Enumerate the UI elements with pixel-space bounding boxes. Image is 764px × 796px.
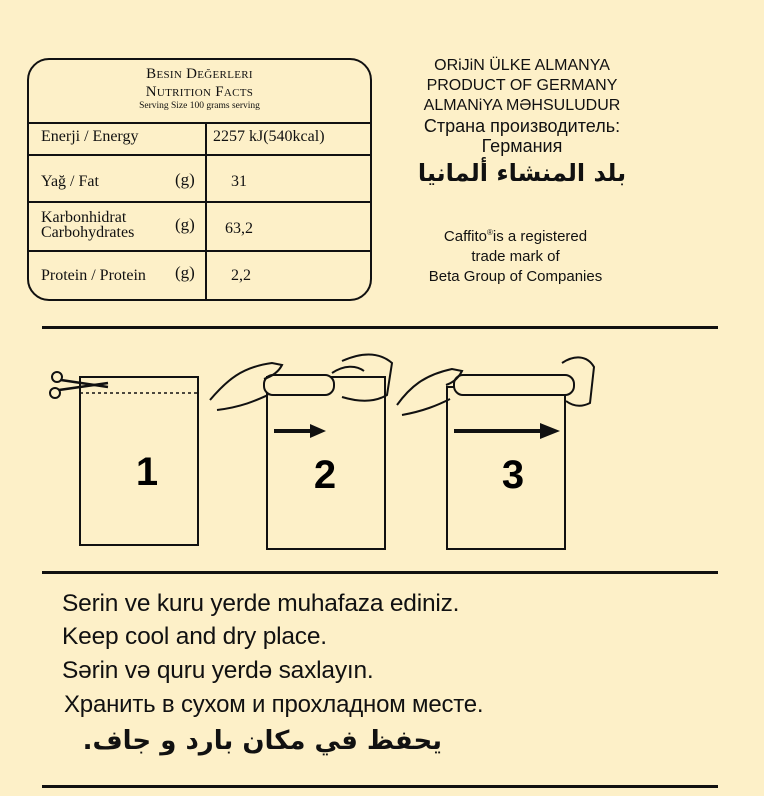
energy-value: 2257 kJ(540kcal) [213, 128, 325, 145]
origin-info [388, 56, 656, 190]
energy-label: Enerji / Energy [41, 128, 139, 145]
divider [29, 201, 370, 203]
separator-bottom [42, 785, 718, 788]
nutrition-title-tr: Besin Değerleri [146, 66, 253, 82]
fat-unit: (g) [175, 170, 195, 189]
step-number-2: 2 [313, 453, 337, 497]
fat-label: Yağ / Fat [41, 173, 99, 190]
step-1 [50, 372, 198, 545]
arrow-right-icon [454, 423, 560, 439]
step-number-1: 1 [135, 450, 159, 494]
origin-ru-2: Германия [481, 136, 563, 156]
opening-steps [42, 345, 602, 555]
origin-az: ALMANiYA MƏHSULUDUR [423, 97, 621, 114]
origin-ru-1: Страна производитель: [423, 116, 621, 136]
divider [29, 250, 370, 252]
protein-unit: (g) [175, 263, 195, 282]
brand-name: Caffito [443, 228, 487, 245]
arrow-right-icon [274, 424, 326, 438]
carbohydrates-value: 63,2 [225, 220, 253, 237]
storage-tr: Serin ve kuru yerde muhafaza ediniz. [62, 590, 460, 617]
carbohydrates-label [41, 210, 134, 240]
rolled-top [454, 375, 574, 395]
fat-value: 31 [231, 173, 247, 190]
trademark-line-2: trade mark of [471, 248, 560, 265]
step-2 [210, 355, 392, 550]
carbohydrates-unit: (g) [175, 215, 195, 234]
storage-ru: Хранить в сухом и прохладном месте. [64, 691, 484, 718]
step-number-3: 3 [501, 453, 525, 497]
origin-en: PRODUCT OF GERMANY [426, 77, 618, 94]
separator-middle [42, 571, 718, 574]
carbohydrates-label-tr: Karbonhidrat [41, 209, 127, 226]
origin-tr: ORiJiN ÜLKE ALMANYA [434, 57, 610, 74]
column-divider [205, 124, 207, 299]
trademark-info [398, 223, 633, 287]
protein-value: 2,2 [231, 267, 251, 284]
nutrition-title-en: Nutrition Facts [145, 84, 254, 100]
origin-ar: بلد المنشاء ألمانيا [417, 159, 627, 187]
nutrition-facts-table [27, 58, 372, 301]
divider [29, 122, 370, 124]
storage-az: Sərin və quru yerdə saxlayın. [62, 657, 374, 684]
step-3 [397, 357, 594, 549]
storage-ar: يحفظ في مكان بارد و جاف. [82, 726, 442, 756]
divider [29, 154, 370, 156]
registered-mark: ® [486, 228, 493, 237]
rolled-top [264, 375, 334, 395]
carbohydrates-label-en: Carbohydrates [41, 224, 135, 241]
trademark-text: is a registered [492, 228, 588, 245]
separator-top [42, 326, 718, 329]
trademark-line-1 [398, 223, 633, 247]
trademark-line-3: Beta Group of Companies [428, 268, 603, 285]
protein-label: Protein / Protein [41, 267, 146, 284]
serving-size: Serving Size 100 grams serving [139, 101, 260, 111]
storage-en: Keep cool and dry place. [62, 623, 327, 650]
